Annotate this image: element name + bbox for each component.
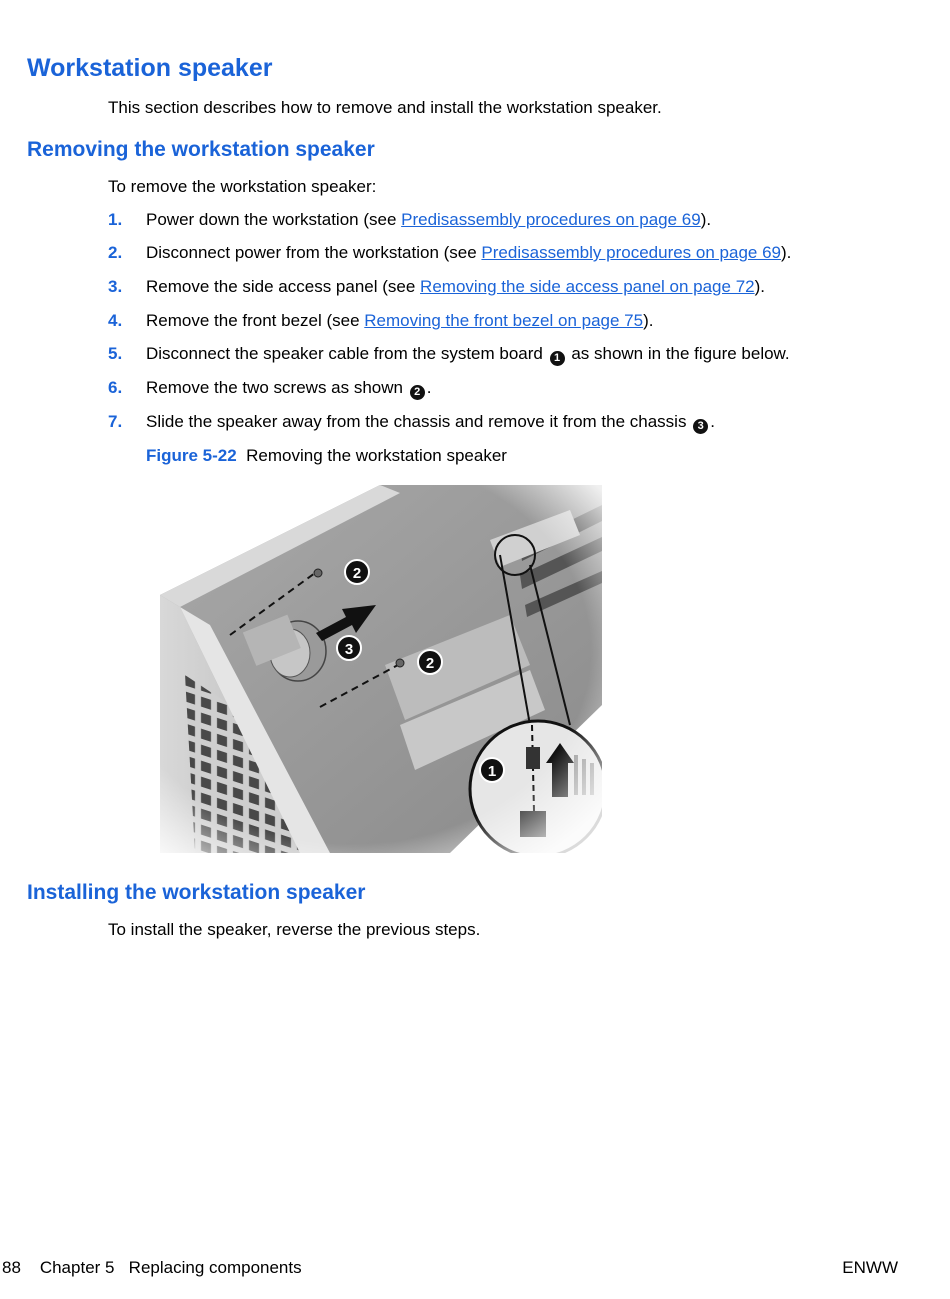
- speaker-removal-illustration: [150, 485, 602, 853]
- step-text: Remove the two screws as shown 2 .: [146, 378, 432, 398]
- step-text: Disconnect power from the workstation (see Predisassembly procedures on page 69).: [146, 243, 792, 262]
- step-number: 4.: [108, 311, 123, 330]
- figure-callout-2-top: [345, 560, 369, 584]
- step-text: Disconnect the speaker cable from the system board 1 as shown in the figure below.: [146, 344, 790, 364]
- step-number: 5.: [108, 344, 123, 363]
- step-number: 1.: [108, 210, 123, 229]
- figure-callout-2-bottom: [418, 650, 442, 674]
- figure-callout-3: [337, 636, 361, 660]
- callout-2: 2: [410, 385, 425, 400]
- callout-label: 3: [344, 641, 354, 658]
- link-predisassembly[interactable]: Predisassembly procedures on page 69: [401, 210, 701, 229]
- callout-label: 1: [487, 763, 497, 780]
- step-text: Slide the speaker away from the chassis and remove it from the chassis 3 .: [146, 412, 715, 432]
- callout-1: 1: [550, 351, 565, 366]
- step-text: Remove the front bezel (see Removing the front bezel on page 75).: [146, 311, 654, 330]
- footer-right: ENWW: [842, 1258, 898, 1277]
- link-front-bezel[interactable]: Removing the front bezel on page 75: [364, 311, 644, 330]
- intro-text: This section describes how to remove and install the workstation speaker.: [108, 98, 662, 117]
- step-text: Remove the side access panel (see Removing the side access panel on page 72).: [146, 277, 765, 296]
- installing-heading: Installing the workstation speaker: [27, 881, 366, 904]
- step-number: 6.: [108, 378, 123, 397]
- figure-caption: [146, 446, 507, 466]
- step-number: 7.: [108, 412, 123, 431]
- step-text: Power down the workstation (see Predisassembly procedures on page 69).: [146, 210, 712, 229]
- figure-title: Removing the workstation speaker: [246, 446, 507, 465]
- removing-heading: Removing the workstation speaker: [27, 138, 375, 161]
- figure-number: Figure 5-22: [146, 446, 237, 465]
- page-number: 88: [2, 1258, 21, 1277]
- installing-text: To install the speaker, reverse the previous steps.: [108, 920, 481, 939]
- link-side-access-panel[interactable]: Removing the side access panel on page 72: [420, 277, 755, 296]
- footer-chapter: Chapter 5: [39, 1258, 115, 1277]
- callout-label: 2: [352, 565, 362, 582]
- callout-3: 3: [693, 419, 708, 434]
- page-title: Workstation speaker: [27, 54, 273, 82]
- footer-left: [2, 1258, 302, 1278]
- step-number: 2.: [108, 243, 123, 262]
- figure-callout-1: [480, 758, 504, 782]
- link-predisassembly[interactable]: Predisassembly procedures on page 69: [481, 243, 781, 262]
- footer-chapter-title: Replacing components: [128, 1258, 302, 1277]
- callout-label: 2: [425, 655, 435, 672]
- step-number: 3.: [108, 277, 123, 296]
- removing-lead: To remove the workstation speaker:: [108, 177, 377, 196]
